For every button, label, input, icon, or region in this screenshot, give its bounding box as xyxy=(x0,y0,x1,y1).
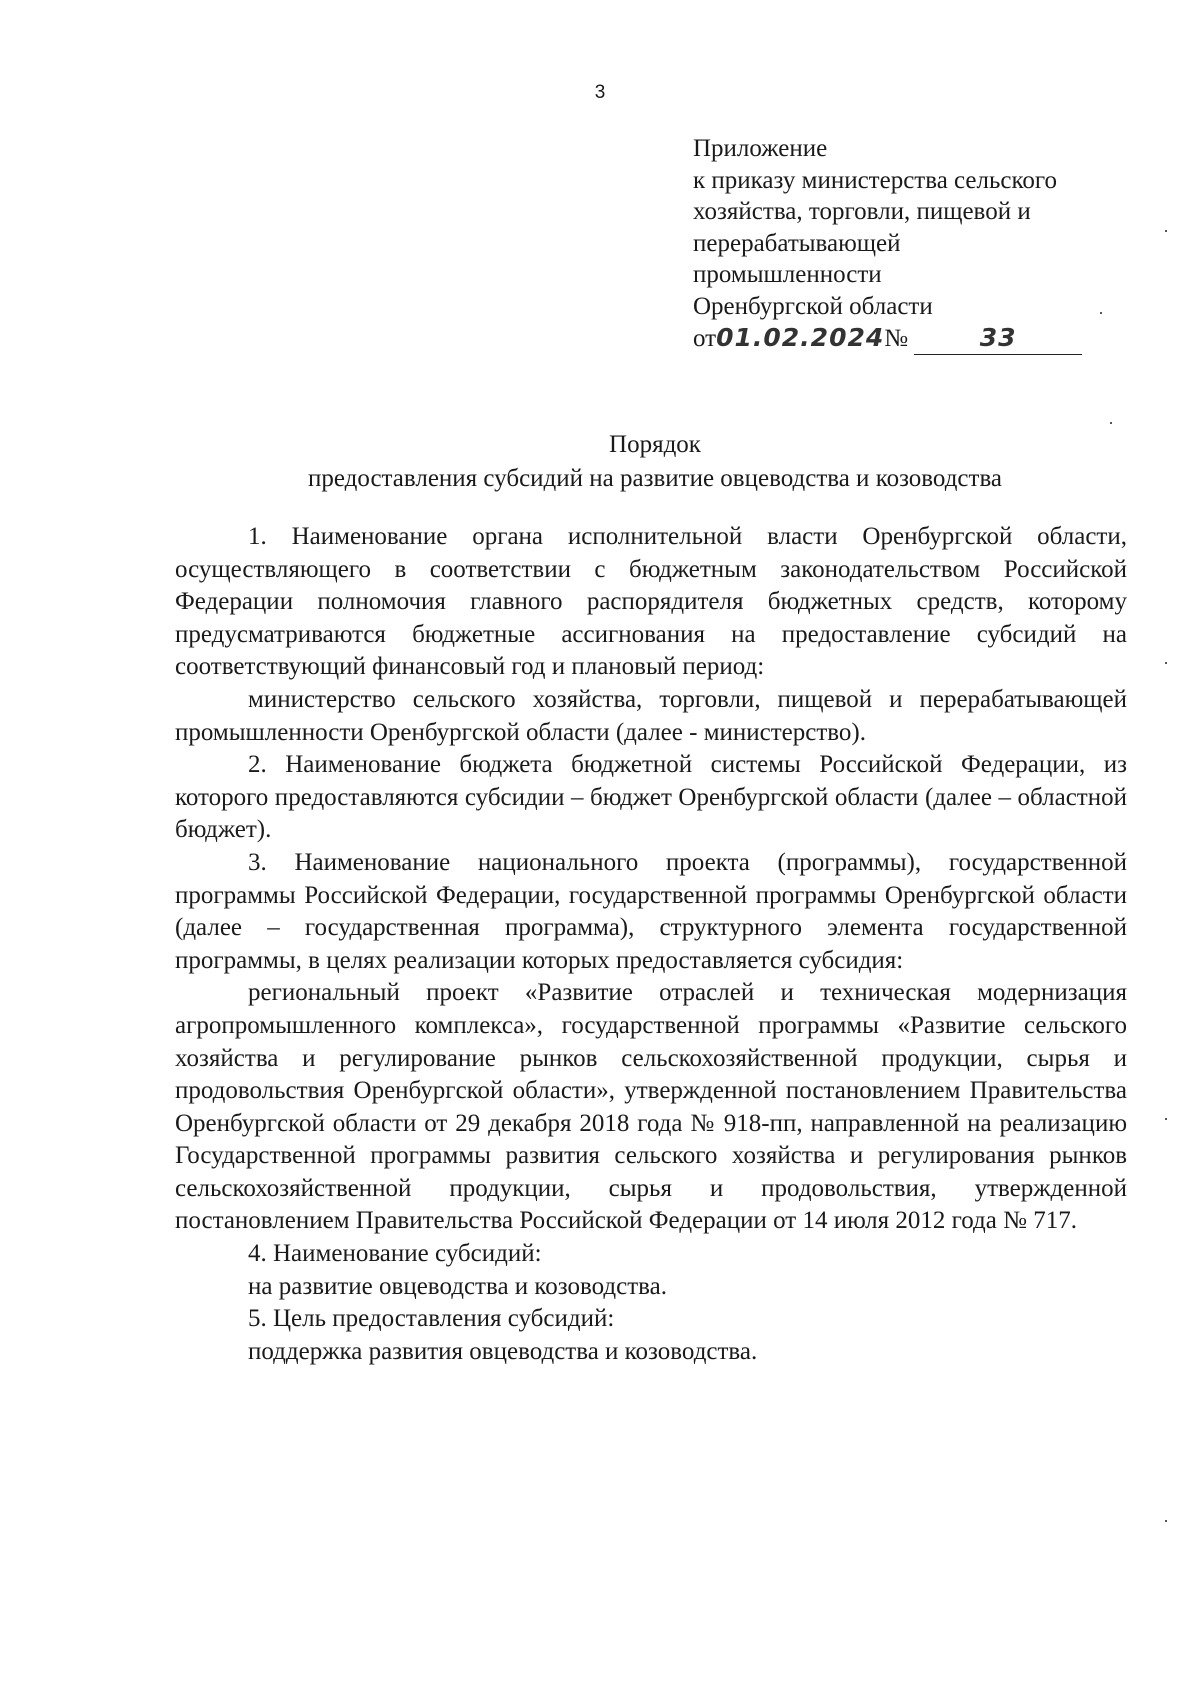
scan-speck xyxy=(1110,422,1112,424)
appendix-block xyxy=(693,133,1153,355)
scan-speck xyxy=(1165,662,1167,664)
scan-speck xyxy=(1165,1118,1167,1120)
paragraph-5-answer: поддержка развития овцеводства и козоводства. xyxy=(248,1337,758,1365)
paragraph-3-answer: региональный проект «Развитие отраслей и техническая модернизация агропромышленного комплекса», государственной программы «Развитие сельского хозяйства и регулирование рынков сельскохозяйственной продукции, сырья и продовольствия Оренбургской области», утвержденной постановлением Правительства Оренбургской области от 29 декабря 2018 года № 918-пп, направленной на реализацию Государственной программы развития сельского хозяйства и регулирования рынков сельскохозяйственной продукции, сырья и продовольствия, утвержденной постановлением Правительства Российской Федерации от 14 июля 2012 года № 717. xyxy=(175,979,1127,1235)
document-body xyxy=(175,521,1127,1368)
title-subheading: предоставления субсидий на развитие овцеводства и козоводства xyxy=(307,465,1003,492)
page-number: 3 xyxy=(594,82,606,103)
paragraph-4-answer: на развитие овцеводства и козоводства. xyxy=(248,1272,667,1300)
appendix-line: хозяйства, торговли, пищевой и xyxy=(693,198,1031,225)
paragraph-1: 1. Наименование органа исполнительной власти Оренбургской области, осуществляющего в соответствии с бюджетным законодательством Российской Федерации полномочия главного распорядителя бюджетных средств, которому предусматриваются бюджетные ассигнования на предоставление субсидий на соответствующий финансовый год и плановый период: xyxy=(175,523,1127,681)
order-date-number-line xyxy=(693,322,1153,355)
appendix-line: Оренбургской области xyxy=(693,292,933,320)
handwritten-number: 33 xyxy=(914,322,1082,355)
appendix-line: промышленности xyxy=(693,261,882,288)
paragraph-2: 2. Наименование бюджета бюджетной системы Российской Федерации, из которого предоставляются субсидии – бюджет Оренбургской области (далее – областной бюджет). xyxy=(175,751,1127,844)
appendix-line: перерабатывающей xyxy=(693,229,901,257)
scan-speck xyxy=(1165,230,1167,232)
paragraph-4: 4. Наименование субсидий: xyxy=(248,1240,542,1268)
appendix-line: Приложение xyxy=(693,135,828,162)
paragraph-1-answer: министерство сельского хозяйства, торговли, пищевой и перерабатывающей промышленности Оренбургской области (далее - министерство). xyxy=(175,685,1127,746)
paragraph-5: 5. Цель предоставления субсидий: xyxy=(248,1305,615,1333)
date-prefix: от xyxy=(693,325,717,352)
number-label: № xyxy=(884,325,909,352)
paragraph-3: 3. Наименование национального проекта (программы), государственной программы Российской Федерации, государственной программы Оренбургской области (далее – государственная программа), структурного элемента государственной программы, в целях реализации которых предоставляется субсидия: xyxy=(175,848,1127,974)
scan-speck xyxy=(1165,1520,1167,1522)
title-heading: Порядок xyxy=(609,431,701,458)
scan-speck xyxy=(1100,312,1102,314)
document-title xyxy=(180,428,1130,496)
handwritten-date: 01.02.2024 xyxy=(716,323,885,352)
appendix-line: к приказу министерства сельского xyxy=(693,166,1058,194)
